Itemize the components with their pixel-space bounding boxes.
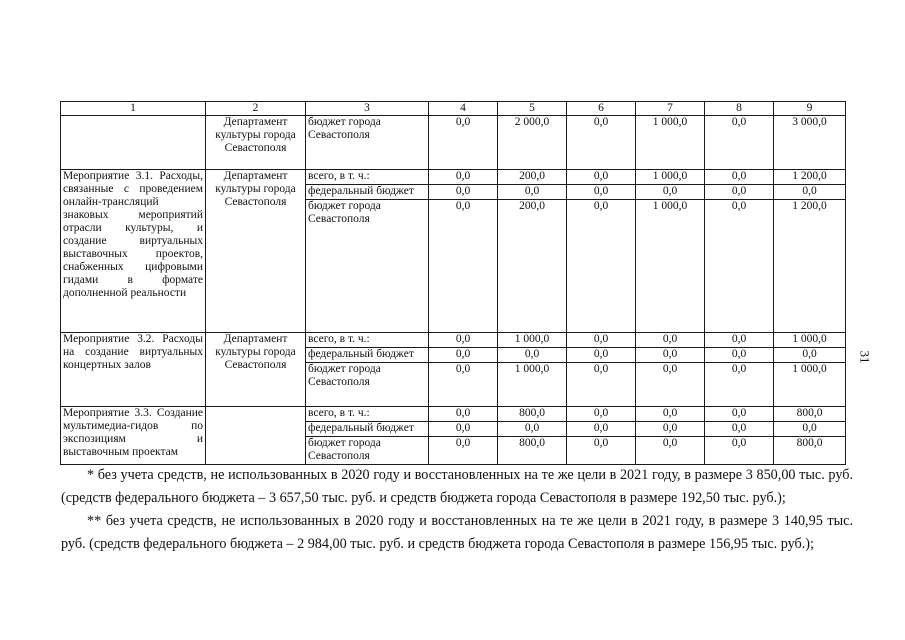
event-cell: Мероприятие 3.3. Создание мультимедиа-гидов по экспозициям и выставочным проектам xyxy=(61,407,206,465)
value-cell: 0,0 xyxy=(567,407,636,422)
value-cell: 1 000,0 xyxy=(774,363,846,407)
value-cell: 0,0 xyxy=(567,437,636,465)
value-cell: 0,0 xyxy=(498,422,567,437)
value-cell: 1 000,0 xyxy=(498,363,567,407)
value-cell: 0,0 xyxy=(567,116,636,170)
value-cell: 0,0 xyxy=(636,437,705,465)
department-cell: Департамент культуры города Севастополя xyxy=(206,170,306,333)
column-header: 7 xyxy=(636,102,705,116)
funding-source-cell: всего, в т. ч.: xyxy=(306,333,429,348)
funding-source-cell: бюджет города Севастополя xyxy=(306,116,429,170)
department-cell: Департамент культуры города Севастополя xyxy=(206,116,306,170)
funding-source-cell: федеральный бюджет xyxy=(306,348,429,363)
value-cell: 0,0 xyxy=(498,348,567,363)
value-cell: 0,0 xyxy=(429,116,498,170)
column-header: 1 xyxy=(61,102,206,116)
value-cell: 3 000,0 xyxy=(774,116,846,170)
funding-source-cell: бюджет города Севастополя xyxy=(306,437,429,465)
value-cell: 1 000,0 xyxy=(498,333,567,348)
value-cell: 0,0 xyxy=(705,170,774,185)
value-cell: 0,0 xyxy=(705,407,774,422)
funding-source-cell: бюджет города Севастополя xyxy=(306,363,429,407)
value-cell: 800,0 xyxy=(774,437,846,465)
value-cell: 0,0 xyxy=(429,422,498,437)
funding-source-cell: федеральный бюджет xyxy=(306,185,429,200)
footnotes xyxy=(61,464,853,556)
value-cell: 0,0 xyxy=(636,363,705,407)
value-cell: 2 000,0 xyxy=(498,116,567,170)
value-cell: 1 200,0 xyxy=(774,200,846,333)
value-cell: 200,0 xyxy=(498,170,567,185)
value-cell: 0,0 xyxy=(498,185,567,200)
event-cell xyxy=(61,116,206,170)
funding-source-cell: федеральный бюджет xyxy=(306,422,429,437)
value-cell: 800,0 xyxy=(498,407,567,422)
value-cell: 200,0 xyxy=(498,200,567,333)
value-cell: 0,0 xyxy=(429,348,498,363)
value-cell: 0,0 xyxy=(429,333,498,348)
value-cell: 0,0 xyxy=(774,348,846,363)
value-cell: 1 200,0 xyxy=(774,170,846,185)
value-cell: 0,0 xyxy=(636,333,705,348)
value-cell: 0,0 xyxy=(567,333,636,348)
value-cell: 0,0 xyxy=(705,348,774,363)
column-header: 4 xyxy=(429,102,498,116)
value-cell: 0,0 xyxy=(636,348,705,363)
value-cell: 0,0 xyxy=(567,170,636,185)
value-cell: 0,0 xyxy=(705,185,774,200)
value-cell: 1 000,0 xyxy=(774,333,846,348)
value-cell: 0,0 xyxy=(429,185,498,200)
footnote: ** без учета средств, не использованных в 2020 году и восстановленных на те же цели в 2021 году, в размере 3 140,95 тыс. руб. (средств федерального бюджета – 2 984,00 тыс. руб. и средств бюджета города Севастополя в размере 156,95 тыс. руб.); xyxy=(61,513,853,552)
table-row xyxy=(61,407,846,422)
value-cell: 0,0 xyxy=(429,407,498,422)
value-cell: 1 000,0 xyxy=(636,200,705,333)
value-cell: 0,0 xyxy=(429,200,498,333)
column-header: 9 xyxy=(774,102,846,116)
value-cell: 1 000,0 xyxy=(636,116,705,170)
column-header: 8 xyxy=(705,102,774,116)
funding-source-cell: всего, в т. ч.: xyxy=(306,170,429,185)
column-header: 5 xyxy=(498,102,567,116)
value-cell: 0,0 xyxy=(705,422,774,437)
page-number: 31 xyxy=(857,350,873,364)
event-cell: Мероприятие 3.2. Расходы на создание виртуальных концертных залов xyxy=(61,333,206,407)
value-cell: 0,0 xyxy=(636,407,705,422)
table-header-row xyxy=(61,102,846,116)
value-cell: 0,0 xyxy=(567,200,636,333)
table-row xyxy=(61,170,846,185)
value-cell: 0,0 xyxy=(705,437,774,465)
department-cell: Департамент культуры города Севастополя xyxy=(206,333,306,407)
value-cell: 0,0 xyxy=(774,185,846,200)
column-header: 2 xyxy=(206,102,306,116)
value-cell: 0,0 xyxy=(705,200,774,333)
table-row xyxy=(61,333,846,348)
funding-source-cell: всего, в т. ч.: xyxy=(306,407,429,422)
department-cell xyxy=(206,407,306,465)
value-cell: 0,0 xyxy=(705,116,774,170)
value-cell: 0,0 xyxy=(567,185,636,200)
value-cell: 0,0 xyxy=(567,363,636,407)
funding-source-cell: бюджет города Севастополя xyxy=(306,200,429,333)
budget-table xyxy=(60,101,846,465)
table-row xyxy=(61,116,846,170)
footnote: * без учета средств, не использованных в 2020 году и восстановленных на те же цели в 2021 году, в размере 3 850,00 тыс. руб. (средств федерального бюджета – 3 657,50 тыс. руб. и средств бюджета города Севастополя в размере 192,50 тыс. руб.); xyxy=(61,467,853,506)
event-cell: Мероприятие 3.1. Расходы, связанные с проведением онлайн-трансляций знаковых мероприятий отрасли культуры, и создание виртуальных выставочных проектов, снабженных цифровыми гидами в формате дополненной реальности xyxy=(61,170,206,333)
value-cell: 0,0 xyxy=(567,348,636,363)
value-cell: 0,0 xyxy=(705,363,774,407)
column-header: 3 xyxy=(306,102,429,116)
value-cell: 1 000,0 xyxy=(636,170,705,185)
value-cell: 0,0 xyxy=(705,333,774,348)
value-cell: 0,0 xyxy=(636,185,705,200)
value-cell: 0,0 xyxy=(429,170,498,185)
value-cell: 0,0 xyxy=(636,422,705,437)
value-cell: 0,0 xyxy=(429,363,498,407)
column-header: 6 xyxy=(567,102,636,116)
value-cell: 800,0 xyxy=(774,407,846,422)
value-cell: 0,0 xyxy=(567,422,636,437)
value-cell: 800,0 xyxy=(498,437,567,465)
value-cell: 0,0 xyxy=(774,422,846,437)
value-cell: 0,0 xyxy=(429,437,498,465)
